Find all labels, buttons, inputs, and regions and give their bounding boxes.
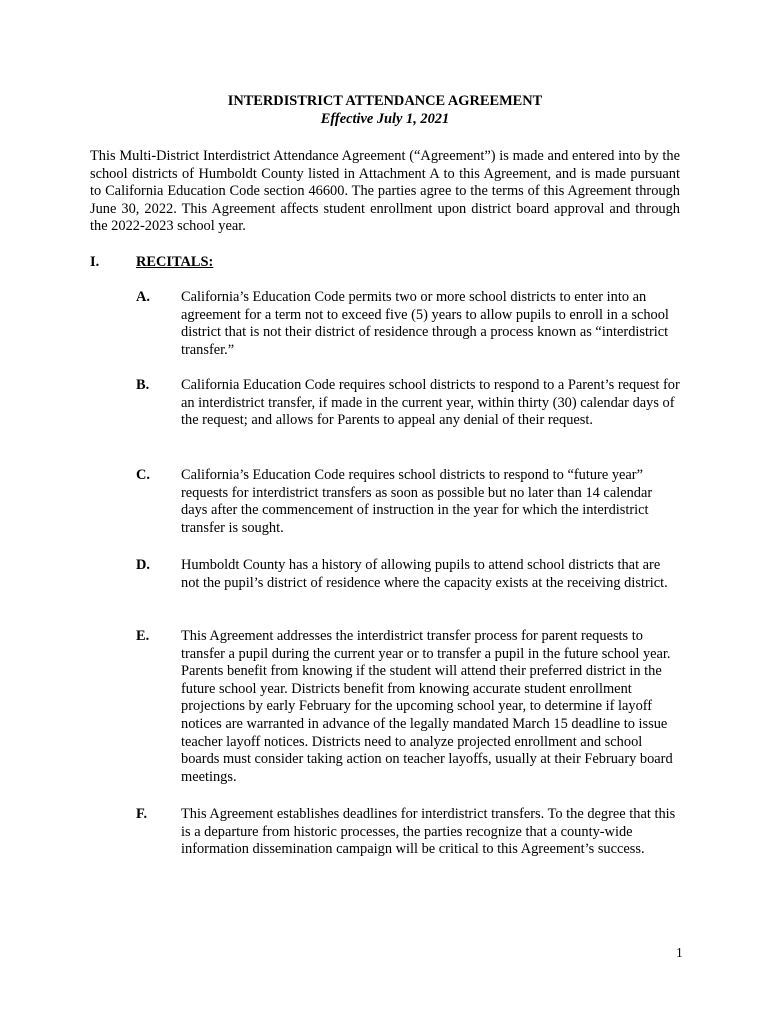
recital-text: Humboldt County has a history of allowing pupils to attend school districts that are not the pupil’s district of residence where the capacity exists at the receiving district.	[181, 557, 668, 591]
recital-letter: B.	[136, 377, 150, 393]
recital-text: California’s Education Code permits two or more school districts to enter into an agreement for a term not to exceed five (5) years to allow pupils to enroll in a school district that is not their district of residence through a process known as “interdistrict transfer.”	[181, 289, 669, 358]
recital-letter: F.	[136, 806, 148, 822]
recital-letter: C.	[136, 467, 150, 483]
page-number: 1	[676, 945, 683, 960]
section-title: RECITALS:	[136, 254, 214, 270]
recital-letter: E.	[136, 628, 150, 644]
recital-text: This Agreement establishes deadlines for interdistrict transfers. To the degree that this is a departure from historic processes, the parties recognize that a county-wide information dissemination campaign will be critical to this Agreement’s success.	[181, 806, 676, 858]
recital-letter: A.	[136, 289, 150, 305]
section-number: I.	[90, 254, 100, 270]
recital-text: This Agreement addresses the interdistrict transfer process for parent requests to transfer a pupil during the current year or to transfer a pupil in the future school year. Parents benefit from knowing if the student will attend their preferred district in the future school year. Districts benefit from knowing accurate student enrollment projections by early February for the upcoming school year, to determine if layoff notices are warranted in advance of the legally mandated March 15 deadline to issue teacher layoff notices. Districts need to analyze projected enrollment and school boards must consider taking action on teacher layoffs, usually at their February board meetings.	[181, 628, 673, 785]
recital-letter: D.	[136, 557, 150, 573]
document-subtitle: Effective July 1, 2021	[320, 111, 450, 127]
recital-text: California’s Education Code requires school districts to respond to “future year” requests for interdistrict transfers as soon as possible but no later than 14 calendar days after the commencement of instruction in the year for which the interdistrict transfer is sought.	[181, 467, 653, 536]
intro-paragraph: This Multi-District Interdistrict Attendance Agreement (“Agreement”) is made and entered into by the school districts of Humboldt County listed in Attachment A to this Agreement, and is made pursuant to California Education Code section 46600. The parties agree to the terms of this Agreement through June 30, 2022. This Agreement affects student enrollment upon district board approval and through the 2022-2023 school year.	[90, 148, 680, 235]
recital-text: California Education Code requires school districts to respond to a Parent’s request for an interdistrict transfer, if made in the current year, within thirty (30) calendar days of the request; and allows for Parents to appeal any denial of their request.	[181, 377, 680, 429]
document-title: INTERDISTRICT ATTENDANCE AGREEMENT	[227, 93, 543, 109]
